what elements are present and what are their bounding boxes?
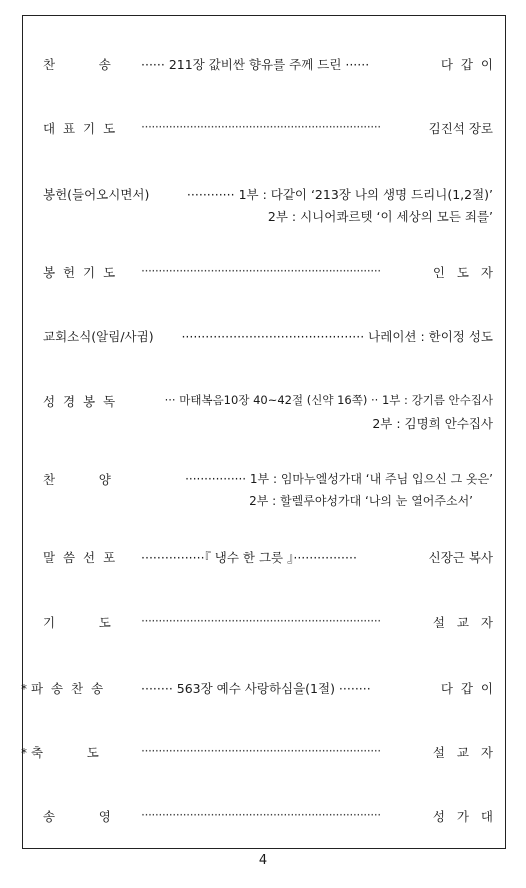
row-label: 송 영 xyxy=(43,809,111,824)
row-sub: 2부 : 할렐루야성가대 ‘나의 눈 열어주소서’ xyxy=(249,494,473,508)
row-content: ····································································· xyxy=(141,263,381,278)
page-number: 4 xyxy=(258,853,268,868)
row-label: 찬 송 xyxy=(43,57,111,72)
row-label: 말 씀 선 포 xyxy=(43,550,116,565)
row-label: 봉헌(들어오시면서) xyxy=(43,187,150,202)
row-sub: 2부 : 시니어콰르텟 ‘이 세상의 모든 죄를’ xyxy=(267,209,493,224)
row-content: ······ 211장 값비싼 향유를 주께 드린 ······ xyxy=(141,57,370,72)
row-content: ················ 1부 : 임마누엘성가대 ‘내 주님 입으신 그 옷은’ xyxy=(185,472,493,486)
row-sub: 2부 : 김명희 안수집사 xyxy=(372,416,493,431)
order-row-doxology xyxy=(33,804,493,826)
row-content: ············ 1부 : 다같이 ‘213장 나의 생명 드리니(1,2절)’ xyxy=(186,187,493,202)
order-row-scripture-reading xyxy=(33,389,493,431)
row-label: 기 도 xyxy=(43,615,111,630)
row-content: ··· 마태복음10장 40~42절 (신약 16쪽) ·· 1부 : 강기름 안수집사 xyxy=(164,393,493,407)
row-label: 교회소식(알림/사귐) xyxy=(43,329,154,344)
row-content: ········ 563장 예수 사랑하심을(1절) ········ xyxy=(141,681,371,696)
row-content: ····································································· xyxy=(141,119,381,134)
order-row-sending-hymn xyxy=(21,676,493,698)
row-content: ····································································· xyxy=(141,743,381,758)
row-right: 신장근 복사 xyxy=(428,550,493,565)
order-row-hymn xyxy=(33,52,493,74)
row-label: 찬 양 xyxy=(43,472,111,487)
order-row-prayer xyxy=(33,610,493,632)
row-content: ················『 냉수 한 그릇 』················ xyxy=(141,550,357,565)
row-right: 설 교 자 xyxy=(432,745,493,760)
row-content: ····································································· xyxy=(141,613,381,628)
order-row-sermon xyxy=(33,545,493,567)
row-label: 봉 헌 기 도 xyxy=(43,265,116,280)
row-right: 다 갑 이 xyxy=(440,681,493,696)
row-label: 성 경 봉 독 xyxy=(43,394,116,409)
row-content: ·············································· 나레이션 : 한이정 성도 xyxy=(181,329,493,344)
row-label: * 축 도 xyxy=(21,745,99,760)
row-right: 다 갑 이 xyxy=(440,57,493,72)
row-right: 인 도 자 xyxy=(432,265,493,280)
row-content: ····································································· xyxy=(141,807,381,822)
order-row-representative-prayer xyxy=(33,116,493,138)
order-row-benediction xyxy=(21,740,493,762)
row-right: 성 가 대 xyxy=(432,809,493,824)
order-row-offering-prayer xyxy=(33,260,493,282)
order-row-offering xyxy=(33,182,493,224)
row-right: 김진석 장로 xyxy=(428,121,493,136)
row-label: * 파 송 찬 송 xyxy=(21,681,104,696)
order-row-choir xyxy=(33,467,493,508)
row-label: 대 표 기 도 xyxy=(43,121,116,136)
order-row-church-news xyxy=(33,324,493,346)
bulletin-frame xyxy=(22,15,506,849)
row-right: 설 교 자 xyxy=(432,615,493,630)
